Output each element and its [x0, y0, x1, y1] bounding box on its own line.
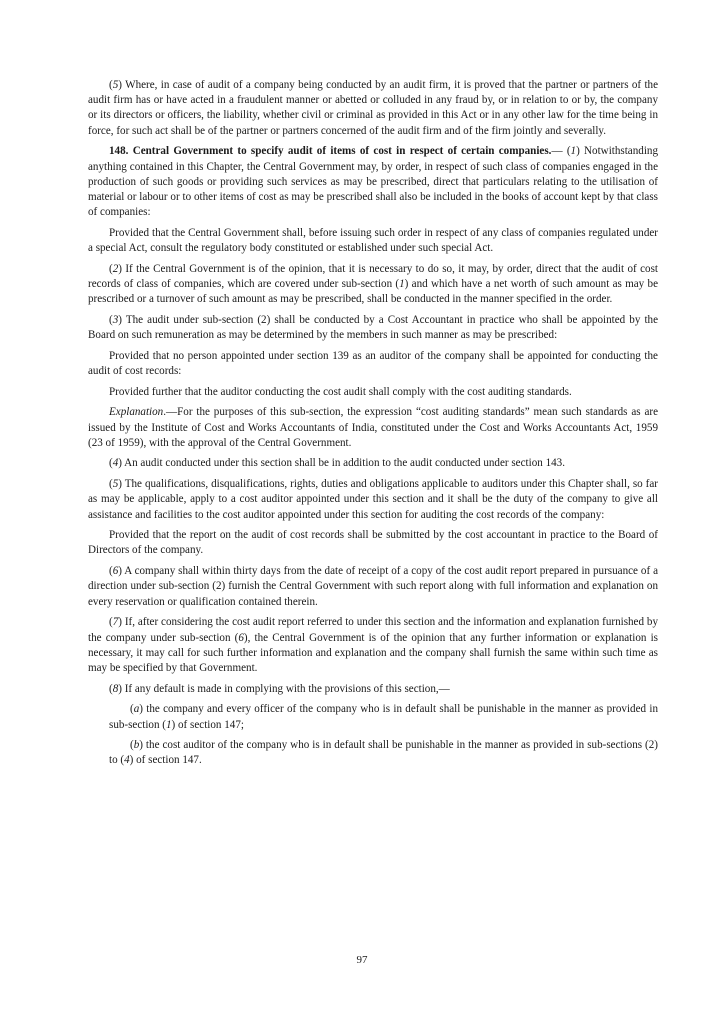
- clause-b: (b) the cost auditor of the company who is in default shall be punishable in the manner as provided in sub-sections (2) to (4) of section 147.: [109, 739, 658, 767]
- sub-section-7: (7) If, after considering the cost audit report referred to under this section and the information and explanation furnished by the company under sub-section (6), the Central Government is of the opinion that any further information or explanation is necessary, it may call for such further information and explanation and the company shall furnish the same within such time as may be specified by that Government.: [88, 616, 659, 674]
- proviso-special-act: Provided that the Central Government shall, before issuing such order in respect of any class of companies regulated under a special Act, consult the regulatory body constituted or established under such special Act.: [88, 226, 658, 255]
- paragraph-5-audit-firm-liability: (5) Where, in case of audit of a company being conducted by an audit firm, it is proved that the partner or partners of the audit firm has or have acted in a fraudulent manner or abetted or colluded in any fraud by, or in relation to or by, the company or its directors or officers, the liability, whether civil or criminal as provided in this Act or in any other law for the time being in force, for such act shall be of the partner or partners concerned of the audit firm and of the firm jointly and severally.: [88, 79, 658, 137]
- sub-section-6: (6) A company shall within thirty days from the date of receipt of a copy of the cost audit report prepared in pursuance of a direction under sub-section (2) furnish the Central Government with such report along with full information and explanation on every reservation or qualification contained therein.: [88, 565, 658, 608]
- page-number: 97: [356, 954, 368, 966]
- sub-section-5: (5) The qualifications, disqualifications, rights, duties and obligations applicable to auditors under this Chapter shall, so far as may be applicable, apply to a cost auditor appointed under this section and it shall be the duty of the company to give all assistance and facilities to the cost auditor appointed under this section for auditing the cost records of the company:: [88, 478, 658, 521]
- sub-section-4: (4) An audit conducted under this section shall be in addition to the audit conducted under section 143.: [109, 457, 565, 470]
- sub-section-2: (2) If the Central Government is of the opinion, that it is necessary to do so, it may, by order, direct that the audit of cost records of class of companies, which are covered under sub-section (1) and which have a net worth of such amount as may be prescribed or a turnover of such amount as may be prescribed, shall be conducted in the manner specified in the order.: [88, 262, 658, 306]
- proviso-cost-auditing-standards: Provided further that the auditor conducting the cost audit shall comply with the cost auditing standards.: [109, 385, 572, 398]
- sub-section-8: (8) If any default is made in complying with the provisions of this section,—: [109, 682, 450, 695]
- clause-a: (a) the company and every officer of the company who is in default shall be punishable in the manner as provided in sub-section (1) of section 147;: [109, 703, 658, 731]
- document-body: [88, 78, 658, 769]
- explanation-paragraph: Explanation.—For the purposes of this sub-section, the expression “cost auditing standards” mean such standards as are issued by the Institute of Cost and Works Accountants of India, constituted under the Cost and Works Accountants Act, 1959 (23 of 1959), with the approval of the Central Government.: [88, 406, 658, 449]
- proviso-section-139: Provided that no person appointed under section 139 as an auditor of the company shall be appointed for conducting the audit of cost records:: [88, 349, 658, 377]
- sub-section-3: (3) The audit under sub-section (2) shall be conducted by a Cost Accountant in practice who shall be appointed by the Board on such remuneration as may be determined by the members in such manner as may be prescribed:: [88, 313, 658, 342]
- proviso-report-to-board: Provided that the report on the audit of cost records shall be submitted by the cost accountant in practice to the Board of Directors of the company.: [88, 529, 658, 557]
- section-148-heading-paragraph: 148. Central Government to specify audit of items of cost in respect of certain companies.— (1) Notwithstanding anything contained in this Chapter, the Central Government may, by order, in respect of such class of companies engaged in the production of such goods or providing such services as may be prescribed, direct that particulars relating to the utilisation of material or labour or to other items of cost as may be prescribed shall also be included in the books of account kept by that class of companies:: [88, 145, 658, 219]
